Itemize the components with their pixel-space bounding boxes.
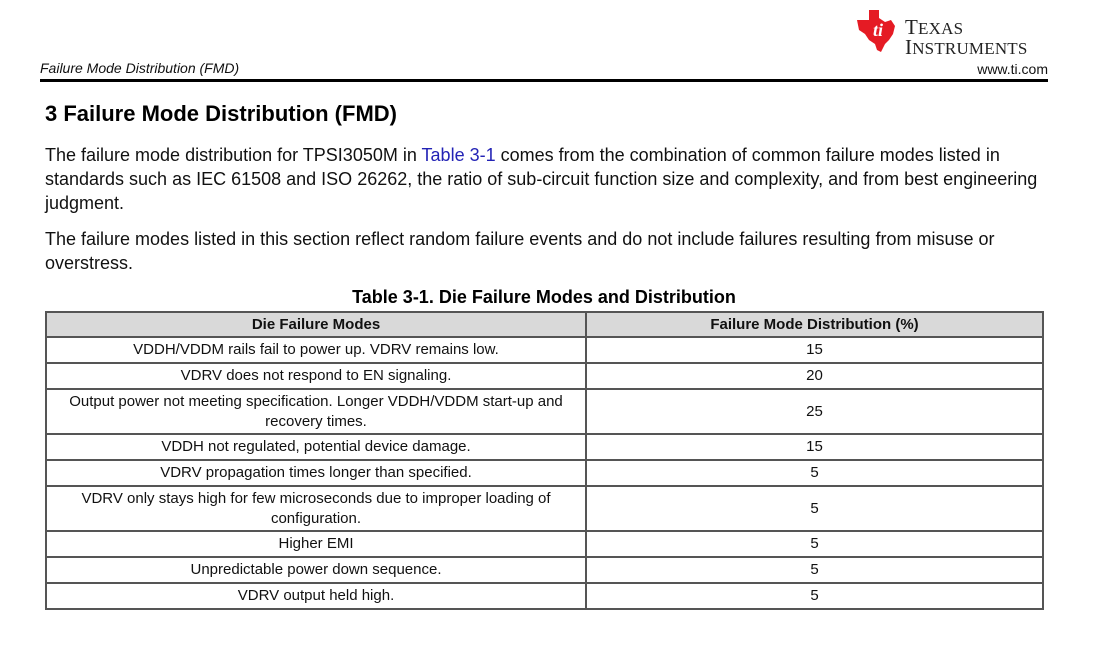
distribution-cell: 5 bbox=[586, 486, 1043, 531]
table-row bbox=[46, 389, 1043, 434]
table-row bbox=[46, 363, 1043, 389]
header-rule bbox=[40, 79, 1048, 82]
failure-modes-table bbox=[45, 311, 1044, 610]
intro-text-after: comes from the combination of common failure modes listed in standards such as IEC 61508 and ISO 26262, the ratio of sub-circuit function size and complexity, and from best engineering judgment. bbox=[45, 145, 1038, 213]
table-row bbox=[46, 460, 1043, 486]
failure-mode-cell: VDRV does not respond to EN signaling. bbox=[46, 363, 586, 389]
distribution-cell: 5 bbox=[586, 583, 1043, 609]
distribution-cell: 15 bbox=[586, 434, 1043, 460]
logo-line-1: TEXAS bbox=[905, 15, 964, 39]
distribution-cell: 25 bbox=[586, 389, 1043, 434]
logo-line-2: INSTRUMENTS bbox=[905, 35, 1028, 59]
intro-paragraph bbox=[45, 143, 1045, 215]
running-header-title: Failure Mode Distribution (FMD) bbox=[40, 60, 240, 76]
distribution-cell: 15 bbox=[586, 337, 1043, 363]
failure-mode-cell: VDRV only stays high for few microseconds due to improper loading of configuration. bbox=[46, 486, 586, 531]
failure-mode-cell: Unpredictable power down sequence. bbox=[46, 557, 586, 583]
ti-texas-logo-icon bbox=[855, 8, 901, 54]
failure-mode-cell: VDDH/VDDM rails fail to power up. VDRV remains low. bbox=[46, 337, 586, 363]
failure-mode-cell: Higher EMI bbox=[46, 531, 586, 557]
table-row bbox=[46, 434, 1043, 460]
table-title: Table 3-1. Die Failure Modes and Distribution bbox=[352, 287, 736, 307]
failure-mode-cell: VDRV propagation times longer than specified. bbox=[46, 460, 586, 486]
scope-paragraph: The failure modes listed in this section reflect random failure events and do not include failures resulting from misuse or overstress. bbox=[45, 229, 995, 273]
ti-logo bbox=[855, 8, 1055, 60]
table-row bbox=[46, 486, 1043, 531]
failure-mode-cell: VDRV output held high. bbox=[46, 583, 586, 609]
table-row bbox=[46, 583, 1043, 609]
table-link[interactable]: Table 3-1 bbox=[421, 145, 496, 165]
section-heading: 3 Failure Mode Distribution (FMD) bbox=[45, 101, 397, 126]
distribution-cell: 5 bbox=[586, 531, 1043, 557]
table-row bbox=[46, 337, 1043, 363]
table-header-row bbox=[46, 312, 1043, 337]
distribution-cell: 5 bbox=[586, 460, 1043, 486]
distribution-cell: 20 bbox=[586, 363, 1043, 389]
svg-text:ti: ti bbox=[873, 20, 884, 40]
failure-mode-cell: Output power not meeting specification. Longer VDDH/VDDM start-up and recovery times. bbox=[46, 389, 586, 434]
failure-mode-cell: VDDH not regulated, potential device damage. bbox=[46, 434, 586, 460]
table-row bbox=[46, 531, 1043, 557]
site-url[interactable]: www.ti.com bbox=[977, 61, 1048, 77]
distribution-cell: 5 bbox=[586, 557, 1043, 583]
table-row bbox=[46, 557, 1043, 583]
column-header-modes: Die Failure Modes bbox=[46, 312, 586, 337]
intro-text-before: The failure mode distribution for TPSI3050M in bbox=[45, 145, 422, 165]
column-header-distribution: Failure Mode Distribution (%) bbox=[586, 312, 1043, 337]
